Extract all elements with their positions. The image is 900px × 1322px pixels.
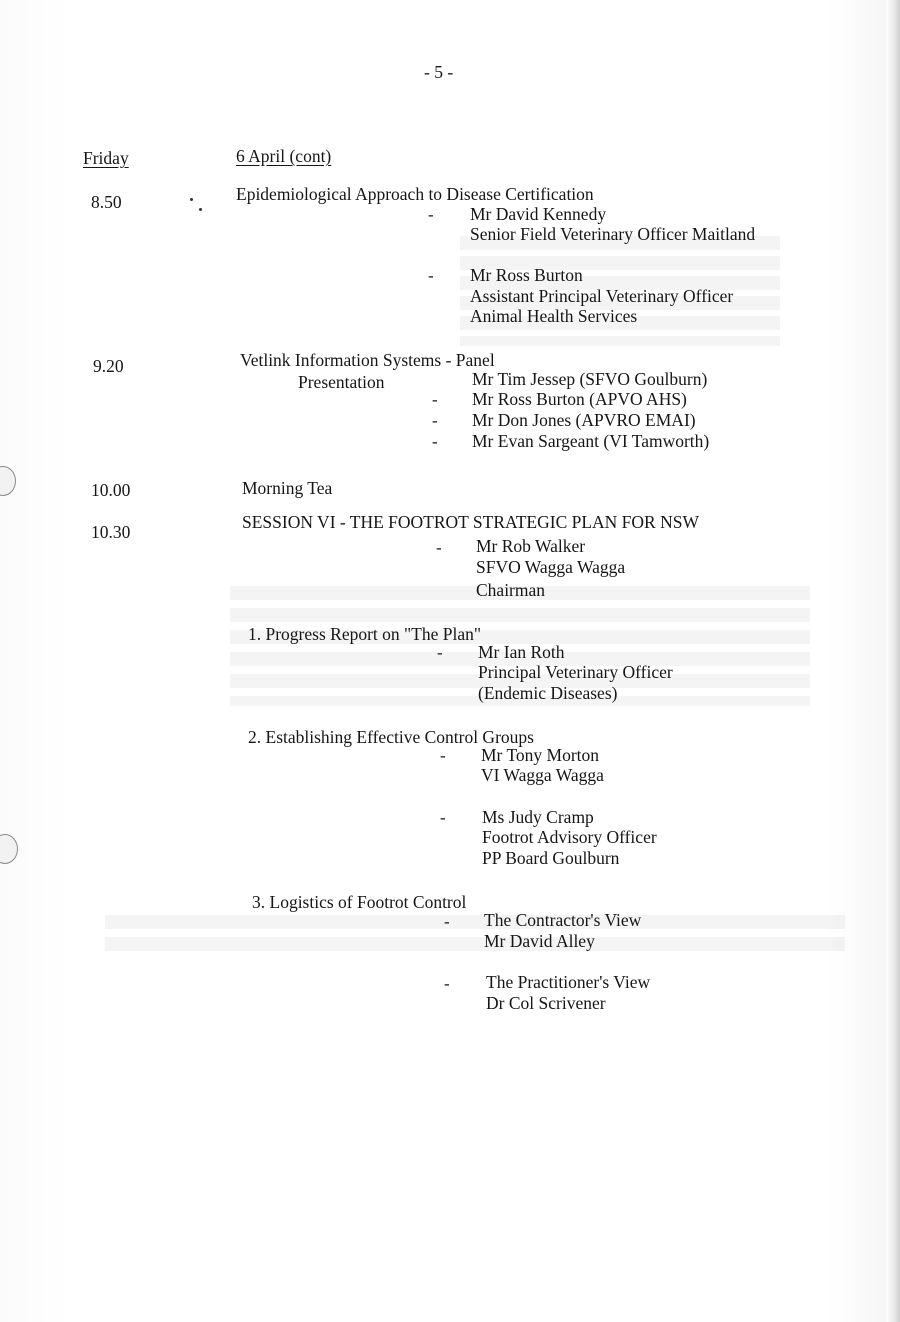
speaker-name: Ms Judy Cramp — [482, 807, 594, 827]
speaker-name: Mr Ross Burton — [470, 265, 583, 285]
speaker-role: Principal Veterinary Officer — [478, 662, 673, 682]
dash: - — [444, 974, 450, 993]
dash: - — [440, 746, 446, 765]
time-label: 9.20 — [93, 356, 124, 376]
speaker-detail: (Endemic Diseases) — [478, 683, 618, 703]
dash: - — [428, 266, 434, 285]
punch-hole — [0, 466, 16, 496]
session-title: SESSION VI - THE FOOTROT STRATEGIC PLAN FOR NSW — [242, 512, 699, 532]
dash: - — [436, 538, 442, 557]
dash: - — [428, 205, 434, 224]
show-through — [105, 915, 845, 955]
speaker-role: Senior Field Veterinary Officer Maitland — [470, 224, 756, 244]
speaker-role: Footrot Advisory Officer — [482, 827, 657, 847]
subitem-title: 3. Logistics of Footrot Control — [252, 892, 467, 912]
speaker-name: Mr David Kennedy — [470, 204, 607, 224]
chair-role: SFVO Wagga Wagga — [476, 557, 626, 577]
speaker-org: Animal Health Services — [470, 306, 638, 326]
panel-member: Mr Tim Jessep (SFVO Goulburn) — [472, 369, 708, 389]
speaker-name: Dr Col Scrivener — [486, 993, 606, 1013]
page-number: - 5 - — [424, 62, 454, 82]
subitem-title: 1. Progress Report on "The Plan" — [248, 624, 482, 644]
time-label: 8.50 — [91, 192, 122, 212]
speaker-role: VI Wagga Wagga — [481, 765, 604, 785]
dash: - — [440, 808, 446, 827]
speaker-role: Assistant Principal Veterinary Officer — [470, 286, 734, 306]
date-heading: 6 April (cont) — [236, 146, 332, 166]
page-edge-shadow — [886, 0, 900, 1322]
subitem-title: 2. Establishing Effective Control Groups — [248, 727, 534, 747]
agenda-item-title: Epidemiological Approach to Disease Certification — [236, 184, 594, 204]
speaker-name: Mr Tony Morton — [481, 745, 600, 765]
time-label: 10.00 — [91, 480, 131, 500]
punch-hole — [0, 834, 18, 864]
dash: - — [444, 912, 450, 931]
dash: - — [432, 432, 438, 451]
chair-label: Chairman — [476, 580, 546, 600]
speaker-org: PP Board Goulburn — [482, 848, 620, 868]
panel-member: Mr Evan Sargeant (VI Tamworth) — [472, 431, 710, 451]
view-title: The Practitioner's View — [486, 972, 651, 992]
agenda-item-title: Vetlink Information Systems - Panel — [240, 350, 495, 370]
stray-mark — [199, 208, 202, 211]
stray-mark — [190, 198, 193, 201]
day-heading: Friday — [83, 148, 129, 168]
agenda-item-subtitle: Presentation — [298, 372, 385, 392]
panel-member: Mr Ross Burton (APVO AHS) — [472, 389, 687, 409]
dash: - — [432, 390, 438, 409]
view-title: The Contractor's View — [484, 910, 642, 930]
panel-member: Mr Don Jones (APVRO EMAI) — [472, 410, 696, 430]
dash: - — [432, 411, 438, 430]
dash: - — [437, 643, 443, 662]
time-label: 10.30 — [91, 522, 131, 542]
agenda-item-title: Morning Tea — [242, 478, 333, 498]
chair-name: Mr Rob Walker — [476, 536, 586, 556]
speaker-name: Mr David Alley — [484, 931, 595, 951]
speaker-name: Mr Ian Roth — [478, 642, 565, 662]
